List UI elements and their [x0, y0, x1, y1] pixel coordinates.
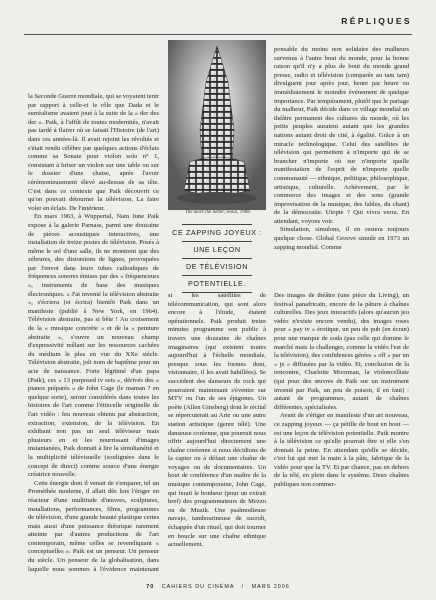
- artwork-photo: [168, 40, 266, 210]
- footer-separator: /: [241, 584, 245, 590]
- pull-quote-line-4: POTENTIELLE.: [188, 279, 246, 288]
- magazine-name: CAHIERS DU CINÉMA: [161, 584, 235, 590]
- quote-rule: [182, 258, 252, 259]
- quote-rule-top: [182, 224, 252, 225]
- pull-quote-line-2: UNE LEÇON: [193, 245, 241, 254]
- right-bottom-column: [274, 292, 409, 575]
- pull-quote-line-3: DE TÉLÉVISION: [186, 262, 248, 271]
- page-number: 70: [146, 584, 155, 590]
- paragraph: Avant de s'ériger en manifeste d'un art nouveau, ce zapping joyeux — ça pétille de bout en bout — est une leçon de télévision potentielle. Paik montre à la télévision ce qu'elle pourrait être si elle s'en donnait la peine. En attendant qu'elle se décide, c'est lui qui met la main à la pâte, fabrique de la vidéo pour que la TV. Et par chance, pas en dehors de la télé, en plein dans le système. Deux chaînes publiques non commer-: [274, 412, 409, 489]
- left-column: [28, 93, 159, 575]
- quote-rule: [182, 241, 252, 242]
- right-top-column: [274, 46, 409, 276]
- quote-rule: [182, 275, 252, 276]
- page-footer: [0, 584, 436, 590]
- middle-column: [168, 292, 266, 575]
- paragraph: la Seconde Guerre mondiale, qui se voyaient tenir par rapport à celle-ci le rôle que Dada et le surréalisme avaient joué à la suite de la « der des der ». Paik, à l'affût de toutes modernités, n'avait pas tardé à flairer où se faisait l'Histoire (de l'art) dans ces années-là. Il avait rejoint les révoltés et s'était rendu célèbre par quelques actions d'éclats comme sa Sonate pour violon solo n° 1, consistant à briser un violon sur une table ou sur le dossier d'une chaise, après l'avoir cérémonieusement élevé au-dessus de sa tête. C'est dans ce contexte que Paik découvrit ce qu'on pouvait détourner la télévision. La faire voler en éclats. De l'intérieur.: [28, 93, 159, 212]
- paragraph: Cette énergie dont il venait de s'emparer, tel un Prométhée moderne, il allait dès lors l'ériger en réacteur d'une multitude d'œuvres, sculptures, installations, performances, films, programmes de télévision, d'une grande beauté plastique certes mais aussi d'une puissance théorique rarement atteinte par d'autres productions de l'art contemporain, même celles se revendiquant « conceptuelles ». Paik est un penseur. Un penseur du siècle. Un penseur de la globalisation, dans laquelle nous sommes à l'évidence maintenant: [28, 479, 159, 573]
- paragraph: ponsable du moins non solidaire des malheurs survenus à l'autre bout du monde, pour la bonne raison qu'il n'y a plus de bout du monde grand presse, radio et télévision (comparée au tam tam) divulguent jour après jour, heure par heure ou immédiatement le moindre événement de quelque importance. Par tempérament, plutôt que le partage du malheur, Paik décide dans ce village mondial un théâtre permanent des cultures du monde, où les petits peuples auraient autant que les grandes nations autant droit de cité, à égalité. Grâce à un miracle technologique. Celui des satellites de télévision qui permettent à n'importe qui de se brancher n'importe où sur n'importe quelle manifestation de l'esprit de n'importe quelle communauté — ethnique, politique, philosophique, artistique, culturelle. Achèvement, par le commerce des images et des sons (grande improvisation de la musique, des fables, du chant) de la démocratie. Utopie ? Qui vivra verra. En attendant, voyons voir.: [274, 46, 409, 225]
- tv-tower-image: [168, 40, 266, 210]
- photo-caption: The more the better, Séoul, 1988.: [185, 210, 251, 215]
- issue-date: MARS 2006: [251, 584, 290, 590]
- paragraph: En mars 1963, à Wuppertal, Nam June Paik expose à la galerie Parnass, parmi une douzaine de pièces acoustiques interactives, une installation de treize postes de télévision. Posés à même le sol d'une salle, ils ne montrent que des zébrures, des distorsions de lignes, provoquées par l'envoi dans leurs tubes cathodiques de fréquences sonores émises par des « fréquenceurs », instruments de base des musiques électroniques. « J'ai inventé la télévision abstraite », s'écriera (et écrira) bientôt Paik dans un manifeste (publié à New York, en 1964). Télévision abstraite, pas si bête ! Au croisement de la « musique concrète » et de la « peinture abstraite », s'ouvre un nouveau champ d'expressivité mêlant sur les ressources cachées du médium le plus en vue du XXe siècle. Télévision abstraite, joli nom de baptême pour un acte de naissance. Forte légitimé d'un papa (Paik), ces « 13 purposed tv sets », dérivés des « pianos préparés » de John Cage (le maman ? en quelque sorte), seront considérés dans toutes les histoires de l'art comme l'étincelle originelle de l'art vidéo : feu nouveau obtenu par abstraction, extraction, extension, de la télévision. En exhibant non pas un seul téléviseur mais plusieurs en et les nourrissant d'images instantanées, Paik donnait à lire la simultanéité et la multiplicité télévisuelle (soulignées dans le concept de direct) comme source d'une énergie créatrice nouvelle.: [28, 213, 159, 479]
- paragraph: si les satellites de télécommunication, qui sont alors encore à l'étude, étaient opérationnels. Paik produit treize minutes programme son public à travers une douzaine de chaînes imaginaires (qui existent toutes aujourd'hui à l'échelle mondiale, presque sous les formes dont, visionnaire, il les avait habillées). Se succèdent des danseurs de rock qui pourraient maintenant s'éventer sur MTV ou l'un de ses épigones. Un poète (Allen Ginsberg) dont le récital se répercuterait au Arte ou une autre station artistique (genre télé). Une danseuse coréenne, que pourrait nous offrir aujourd'hui directement une chaîne coréenne si nous décidions de la capter ou à défaut une chaîne de voyages ou de documentaires. Un bout de conférence d'un maître de la musique contemporaine, John Cage, qui ferait le bonheur (pour un extrait bref) des programmateurs de Mezzo ou de Muzik. Une psalmodieuse navajo, tambourineuse de sucroît, échappée d'un rituel, qui doit tourner en boucle sur une chaîne ethnique actuellement.: [168, 292, 266, 549]
- section-header: RÉPLIQUES: [341, 16, 412, 26]
- pull-quote-line-1: CE ZAPPING JOYEUX :: [172, 228, 262, 237]
- pull-quote: [168, 222, 266, 295]
- paragraph: Des images de théâtre (une pièce du Living), un festival panafricain, encore de la pâture à chaînes culturelles. Des jeux interactifs (alors qu'aucun jeu vidéo n'existe encore vendu), des images roses pour « pay tv » érotique, un peu de pub (en écran) pour une marque de soda (pas celle qui domine le marché mais la challenger, comme la vidéo l'est de la télévision), des confidences gérées « off » par un « je » diffusées par la vidéo. Et, conclusion de la rencontre, Charlotte Moorman, la violoncelliste (qui pour des œuvres de Paik sur un instrument inventé par Paik, un peu de poison, il en faut) : autant de programmes, autant de chaînes différentes, spécialisées.: [274, 292, 409, 411]
- header-rule: [24, 34, 412, 35]
- paragraph: Simulation, simulons, il en restera toujours quelque chose. Global Groove simule en 1973 un zapping mondial. Comme: [274, 226, 409, 251]
